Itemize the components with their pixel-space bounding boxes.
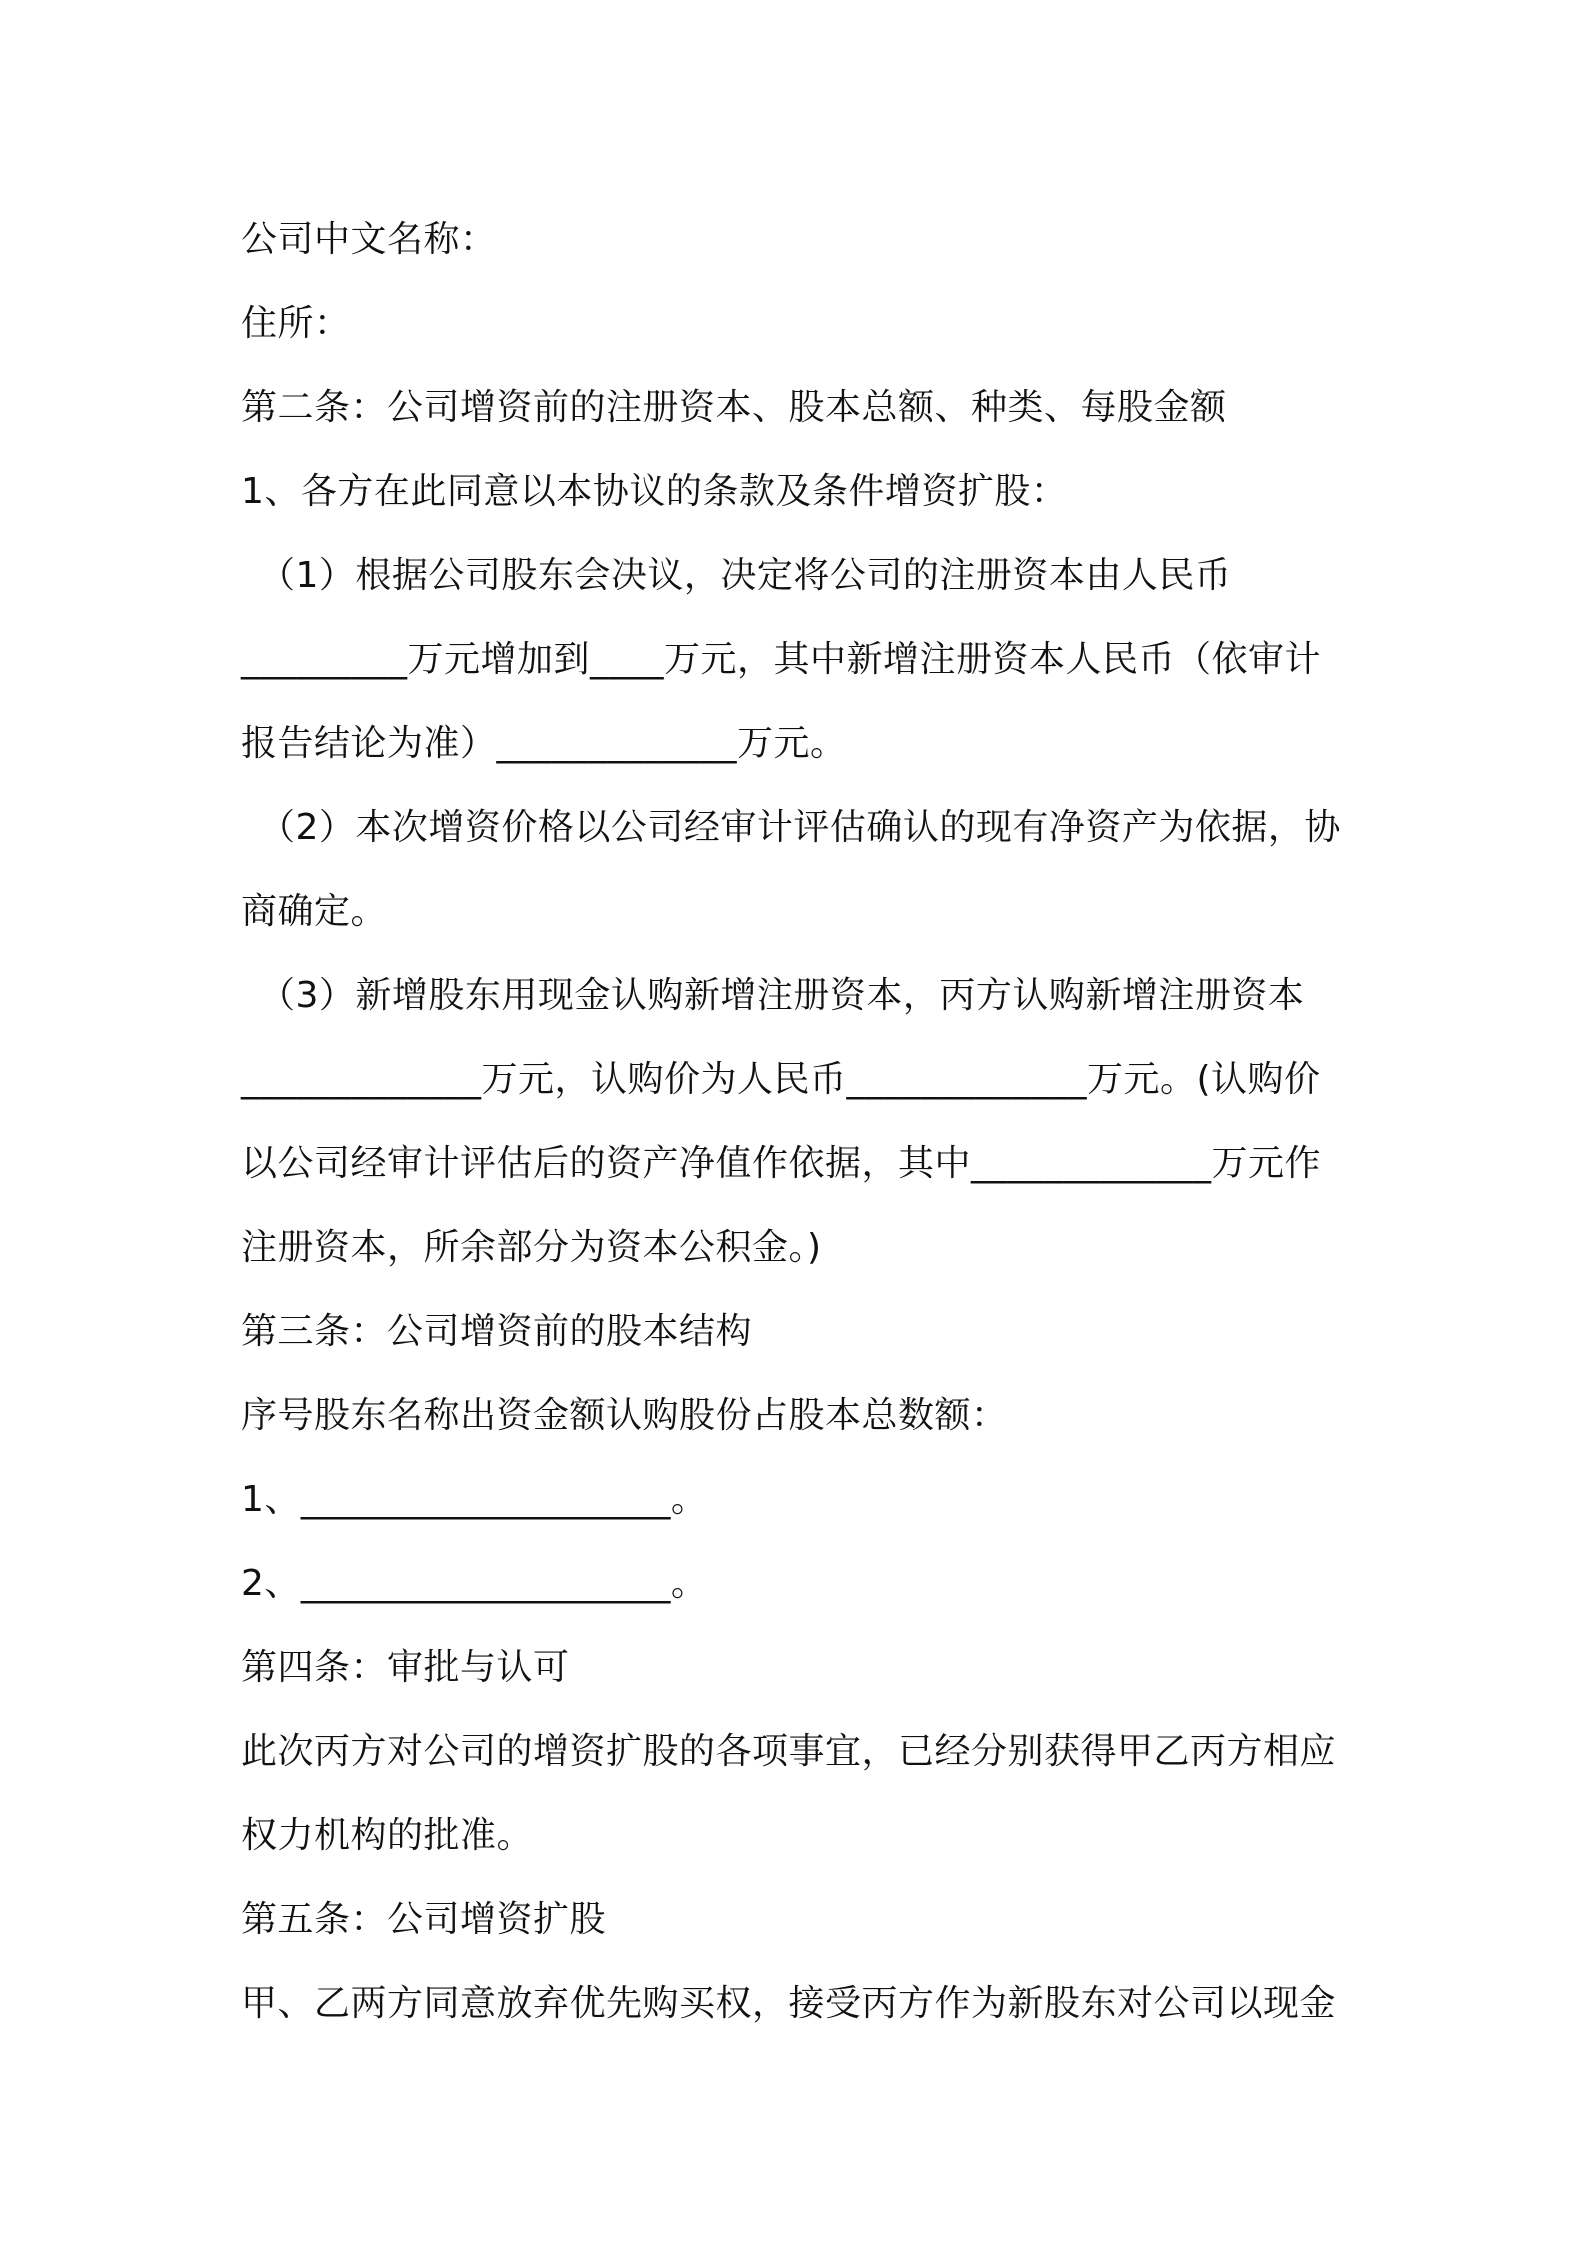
sub-clause-1-line-3: 报告结论为准）_____________万元。 <box>241 723 847 764</box>
document-body <box>241 198 1361 2046</box>
article-5-heading: 第五条：公司增资扩股 <box>241 1899 607 1940</box>
article-4-body-line-1: 此次丙方对公司的增资扩股的各项事宜，已经分别获得甲乙丙方相应 <box>241 1731 1337 1772</box>
article-4-heading: 第四条：审批与认可 <box>241 1647 570 1688</box>
sub-clause-1-line-1: （1）根据公司股东会决议，决定将公司的注册资本由人民币 <box>259 555 1232 596</box>
shareholder-entry-2: 2、____________________。 <box>241 1563 708 1604</box>
sub-clause-2-line-2: 商确定。 <box>241 891 388 932</box>
article-2-heading: 第二条：公司增资前的注册资本、股本总额、种类、每股金额 <box>241 387 1227 428</box>
sub-clause-3-line-4: 注册资本，所余部分为资本公积金。) <box>241 1227 822 1268</box>
sub-clause-3-line-3: 以公司经审计评估后的资产净值作依据，其中_____________万元作 <box>241 1143 1322 1184</box>
article-4-body-line-2: 权力机构的批准。 <box>241 1815 534 1856</box>
sub-clause-1-line-2: _________万元增加到____万元，其中新增注册资本人民币（依审计 <box>241 639 1322 680</box>
shareholder-entry-1: 1、____________________。 <box>241 1479 708 1520</box>
company-name-field: 公司中文名称： <box>241 219 497 260</box>
sub-clause-3-line-1: （3）新增股东用现金认购新增注册资本，丙方认购新增注册资本 <box>259 975 1305 1016</box>
sub-clause-3-line-2: _____________万元，认购价为人民币_____________万元。(认购价 <box>241 1059 1321 1100</box>
address-field: 住所： <box>241 303 351 344</box>
clause-1: 1、各方在此同意以本协议的条款及条件增资扩股： <box>241 471 1068 512</box>
shareholder-structure-header: 序号股东名称出资金额认购股份占股本总数额： <box>241 1395 1008 1436</box>
article-5-body-line-1: 甲、乙两方同意放弃优先购买权，接受丙方作为新股东对公司以现金 <box>241 1983 1337 2024</box>
sub-clause-2-line-1: （2）本次增资价格以公司经审计评估确认的现有净资产为依据，协 <box>259 807 1341 848</box>
article-3-heading: 第三条：公司增资前的股本结构 <box>241 1311 753 1352</box>
